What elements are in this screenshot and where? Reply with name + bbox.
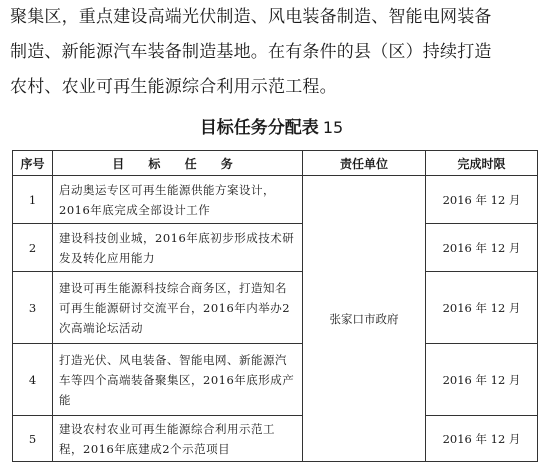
table-header-row [13, 151, 538, 176]
header-no: 序号 [13, 151, 53, 176]
intro-line: 制造、新能源汽车装备制造基地。在有条件的县（区）持续打造 [10, 42, 492, 62]
responsible-unit: 张家口市政府 [303, 176, 426, 462]
header-unit: 责任单位 [303, 151, 426, 176]
row-task: 建设科技创业城，2016年底初步形成技术研发及转化应用能力 [53, 224, 303, 272]
row-deadline: 2016 年 12 月 [426, 416, 538, 462]
header-task: 目 标 任 务 [53, 151, 303, 176]
row-no: 1 [13, 176, 53, 224]
row-no: 2 [13, 224, 53, 272]
table-row [13, 224, 538, 272]
table-row [13, 176, 538, 224]
table-row [13, 416, 538, 462]
intro-line: 聚集区，重点建设高端光伏制造、风电装备制造、智能电网装备 [10, 7, 492, 27]
row-deadline: 2016 年 12 月 [426, 176, 538, 224]
row-no: 4 [13, 344, 53, 416]
table-row [13, 344, 538, 416]
row-no: 3 [13, 272, 53, 344]
task-allocation-table [12, 150, 538, 462]
intro-line: 农村、农业可再生能源综合利用示范工程。 [10, 77, 337, 97]
row-deadline: 2016 年 12 月 [426, 272, 538, 344]
row-task: 打造光伏、风电装备、智能电网、新能源汽车等四个高端装备聚集区，2016年底形成产能 [53, 344, 303, 416]
row-task: 建设可再生能源科技综合商务区，打造知名可再生能源研讨交流平台，2016年内举办2次高端论坛活动 [53, 272, 303, 344]
row-no: 5 [13, 416, 53, 462]
row-deadline: 2016 年 12 月 [426, 224, 538, 272]
row-deadline: 2016 年 12 月 [426, 344, 538, 416]
table-title-text: 目标任务分配表 [199, 118, 319, 138]
table-title [0, 108, 543, 148]
table-row [13, 272, 538, 344]
row-task: 启动奥运专区可再生能源供能方案设计，2016年底完成全部设计工作 [53, 176, 303, 224]
header-deadline: 完成时限 [426, 151, 538, 176]
intro-paragraph [10, 0, 540, 105]
table-number: 15 [322, 118, 344, 137]
row-task: 建设农村农业可再生能源综合利用示范工程，2016年底建成2个示范项目 [53, 416, 303, 462]
